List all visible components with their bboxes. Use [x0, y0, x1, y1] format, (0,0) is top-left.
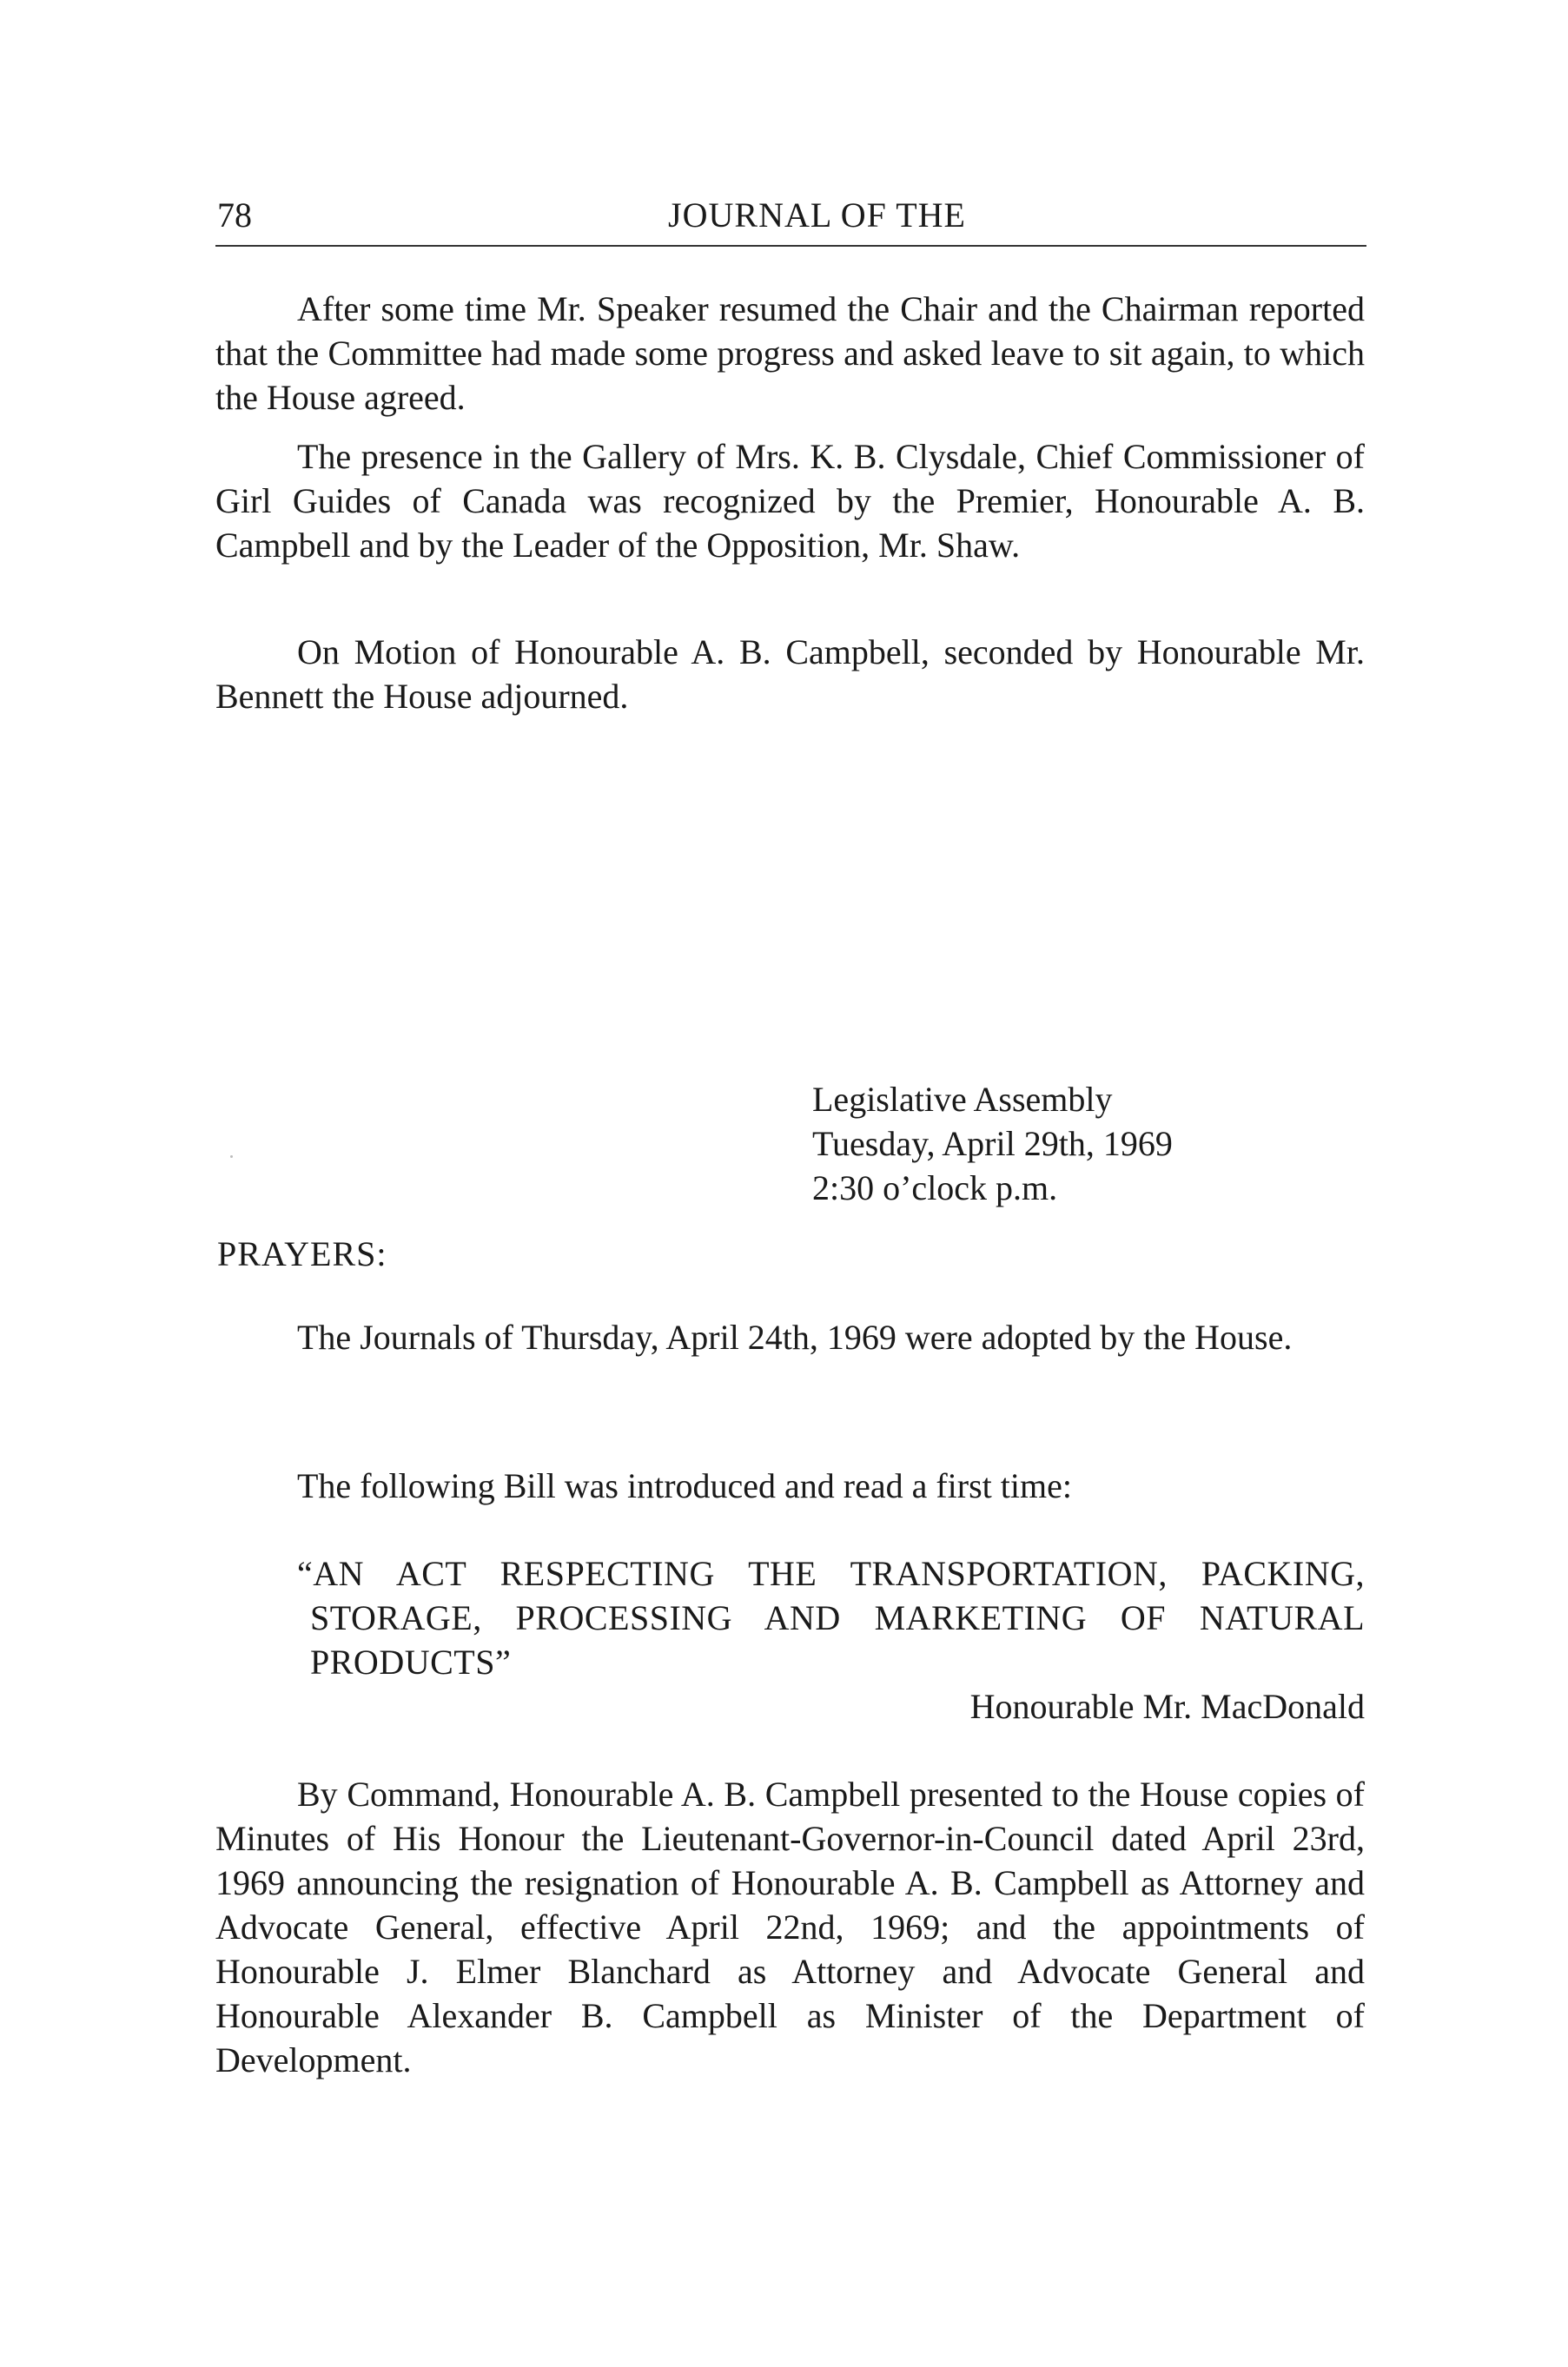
sitting-date: Tuesday, April 29th, 1969: [812, 1124, 1173, 1163]
page-number: 78: [217, 195, 252, 235]
paragraph-command-minutes: By Command, Honourable A. B. Campbell presented to the House copies of Minutes of His Honour the Lieutenant-Governor-in-Council dated April 23rd, 1969 announcing the resignation of Honourable A. B. Campbell as Attorney and Advocate General, effective April 22nd, 1969; and the appointments of Honourable J. Elmer Blanchard as Attorney and Advocate General and Honourable Alexander B. Campbell as Minister of the Department of Development.: [215, 1775, 1365, 2079]
sitting-heading: [812, 1077, 1173, 1210]
paragraph-gallery-recognition: The presence in the Gallery of Mrs. K. B. Clysdale, Chief Commissioner of Girl Guides of Canada was recognized by the Premier, Honourable A. B. Campbell and by the Leader of the Opposition, Mr. Shaw.: [215, 437, 1365, 565]
paragraph-adjournment: On Motion of Honourable A. B. Campbell, seconded by Honourable Mr. Bennett the House adjourned.: [215, 632, 1365, 716]
prayers-heading: PRAYERS:: [217, 1234, 387, 1273]
running-head: JOURNAL OF THE: [668, 195, 966, 235]
page-header: [215, 193, 1366, 247]
paragraph-committee-report: After some time Mr. Speaker resumed the Chair and the Chairman reported that the Committee had made some progress and asked leave to sit again, to which the House agreed.: [215, 289, 1365, 417]
sitting-body: Legislative Assembly: [812, 1080, 1113, 1119]
sitting-time: 2:30 o’clock p.m.: [812, 1168, 1058, 1207]
paragraph-bill-introduced: The following Bill was introduced and read a first time:: [297, 1466, 1072, 1505]
paragraph-journals-adopted: The Journals of Thursday, April 24th, 1969 were adopted by the House.: [297, 1318, 1293, 1357]
bill-sponsor: Honourable Mr. MacDonald: [969, 1687, 1365, 1726]
scan-speck: [230, 1155, 233, 1158]
bill-title: “AN ACT RESPECTING THE TRANSPORTATION, PACKING, STORAGE, PROCESSING AND MARKETING OF NATURAL PRODUCTS”: [297, 1554, 1365, 1682]
